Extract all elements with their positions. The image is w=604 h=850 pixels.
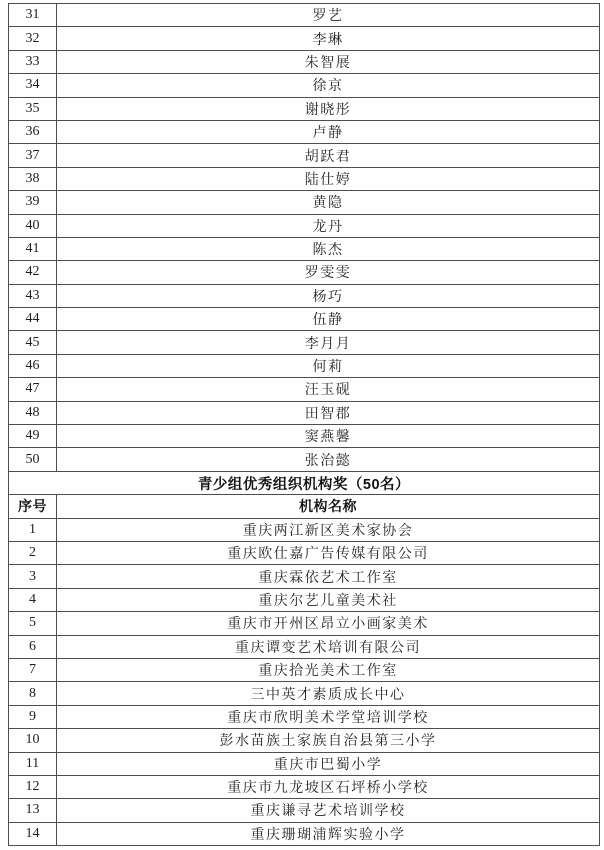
row-number: 39 (9, 191, 57, 214)
row-number: 8 (9, 682, 57, 705)
row-name: 重庆尔艺儿童美术社 (57, 588, 600, 611)
table-row (9, 752, 600, 775)
column-header-name: 机构名称 (57, 495, 600, 518)
table-row (9, 401, 600, 424)
row-name: 何莉 (57, 354, 600, 377)
row-name: 田智郡 (57, 401, 600, 424)
row-name: 龙丹 (57, 214, 600, 237)
table-row (9, 682, 600, 705)
section-title-row (9, 471, 600, 494)
table-row (9, 775, 600, 798)
row-number: 12 (9, 775, 57, 798)
table-row (9, 284, 600, 307)
table-row (9, 635, 600, 658)
row-number: 46 (9, 354, 57, 377)
row-number: 14 (9, 822, 57, 845)
row-number: 3 (9, 565, 57, 588)
row-number: 1 (9, 518, 57, 541)
table-row (9, 97, 600, 120)
table-row (9, 822, 600, 845)
row-name: 陆仕婷 (57, 167, 600, 190)
row-number: 11 (9, 752, 57, 775)
table-row (9, 541, 600, 564)
table-row (9, 588, 600, 611)
table-row (9, 565, 600, 588)
row-name: 李月月 (57, 331, 600, 354)
row-number: 43 (9, 284, 57, 307)
table-row (9, 799, 600, 822)
section-divider (9, 471, 600, 518)
row-name: 李琳 (57, 27, 600, 50)
row-number: 34 (9, 74, 57, 97)
row-number: 48 (9, 401, 57, 424)
row-name: 重庆市欣明美术学堂培训学校 (57, 705, 600, 728)
row-number: 36 (9, 120, 57, 143)
row-number: 10 (9, 729, 57, 752)
row-number: 5 (9, 612, 57, 635)
table-row (9, 378, 600, 401)
row-name: 罗雯雯 (57, 261, 600, 284)
row-name: 黄隐 (57, 191, 600, 214)
names-section (9, 4, 600, 472)
table-row (9, 4, 600, 27)
table-row (9, 658, 600, 681)
row-name: 罗艺 (57, 4, 600, 27)
orgs-section (9, 518, 600, 845)
row-name: 卢静 (57, 120, 600, 143)
row-name: 汪玉砚 (57, 378, 600, 401)
row-number: 9 (9, 705, 57, 728)
table-row (9, 705, 600, 728)
row-name: 徐京 (57, 74, 600, 97)
table-row (9, 261, 600, 284)
award-table (8, 3, 600, 846)
row-name: 重庆珊瑚浦辉实验小学 (57, 822, 600, 845)
row-name: 窦燕馨 (57, 425, 600, 448)
table-row (9, 612, 600, 635)
column-header-no: 序号 (9, 495, 57, 518)
table-row (9, 27, 600, 50)
row-name: 陈杰 (57, 237, 600, 260)
row-number: 32 (9, 27, 57, 50)
row-name: 胡跃君 (57, 144, 600, 167)
table-row (9, 308, 600, 331)
row-number: 2 (9, 541, 57, 564)
row-name: 重庆欧仕嘉广告传媒有限公司 (57, 541, 600, 564)
row-number: 6 (9, 635, 57, 658)
table-row (9, 354, 600, 377)
row-number: 40 (9, 214, 57, 237)
table-row (9, 120, 600, 143)
row-number: 37 (9, 144, 57, 167)
row-number: 41 (9, 237, 57, 260)
table-row (9, 237, 600, 260)
row-name: 三中英才素质成长中心 (57, 682, 600, 705)
table-row (9, 74, 600, 97)
table-row (9, 729, 600, 752)
row-name: 杨巧 (57, 284, 600, 307)
row-number: 31 (9, 4, 57, 27)
row-number: 45 (9, 331, 57, 354)
table-row (9, 214, 600, 237)
row-number: 35 (9, 97, 57, 120)
row-number: 4 (9, 588, 57, 611)
table-row (9, 50, 600, 73)
row-number: 50 (9, 448, 57, 471)
row-name: 彭水苗族土家族自治县第三小学 (57, 729, 600, 752)
table-row (9, 167, 600, 190)
row-name: 重庆市九龙坡区石坪桥小学校 (57, 775, 600, 798)
row-name: 重庆两江新区美术家协会 (57, 518, 600, 541)
row-number: 49 (9, 425, 57, 448)
table-row (9, 518, 600, 541)
row-number: 44 (9, 308, 57, 331)
row-name: 重庆市开州区昂立小画家美术 (57, 612, 600, 635)
table-row (9, 331, 600, 354)
row-number: 7 (9, 658, 57, 681)
row-number: 33 (9, 50, 57, 73)
table-row (9, 144, 600, 167)
table-header-row (9, 495, 600, 518)
row-number: 13 (9, 799, 57, 822)
row-name: 重庆拾光美术工作室 (57, 658, 600, 681)
row-name: 伍静 (57, 308, 600, 331)
row-name: 朱智展 (57, 50, 600, 73)
row-name: 重庆霖依艺术工作室 (57, 565, 600, 588)
row-name: 重庆市巴蜀小学 (57, 752, 600, 775)
table-row (9, 191, 600, 214)
table-row (9, 448, 600, 471)
row-name: 重庆谭变艺术培训有限公司 (57, 635, 600, 658)
row-number: 42 (9, 261, 57, 284)
row-number: 47 (9, 378, 57, 401)
row-number: 38 (9, 167, 57, 190)
row-name: 张治懿 (57, 448, 600, 471)
section-title: 青少组优秀组织机构奖（50名） (9, 471, 600, 494)
row-name: 重庆谦寻艺术培训学校 (57, 799, 600, 822)
table-row (9, 425, 600, 448)
row-name: 谢晓彤 (57, 97, 600, 120)
